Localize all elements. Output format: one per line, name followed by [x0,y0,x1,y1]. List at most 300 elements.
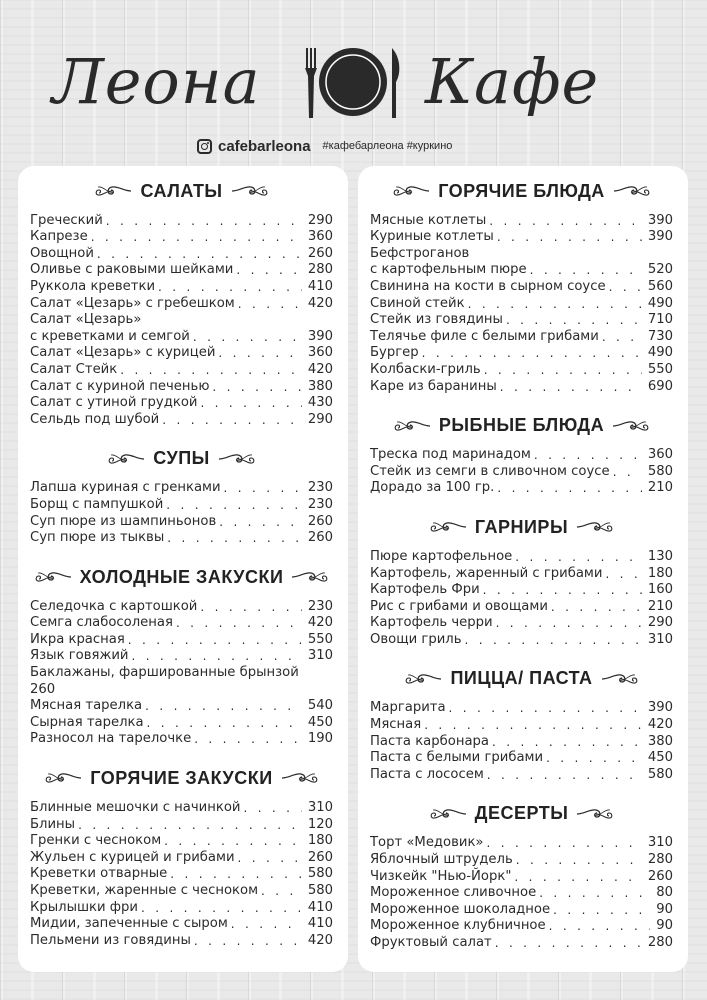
menu-item [30,312,333,329]
menu-item [30,411,333,428]
menu-item-name: Картофель черри [370,615,493,631]
menu-item [370,361,673,378]
menu-item-name: Мороженное шоколадное [370,901,551,917]
menu-item-name: Разносол на тарелочке [30,731,192,747]
section-header [30,564,333,590]
menu-item-price: 90 [656,918,673,934]
dot-leader [194,731,302,747]
menu-item [30,295,333,312]
menu-item-name: Свиной стейк [370,295,465,311]
menu-item [30,698,333,715]
menu-item-name: Телячье филе с белыми грибами [370,328,599,344]
menu-item [370,262,673,279]
dot-leader [516,852,642,868]
menu-item [370,901,673,918]
dot-leader [120,362,302,378]
menu-item-price: 520 [647,262,673,278]
menu-item-price: 290 [307,411,333,427]
menu-item [30,345,333,362]
plate-fork-knife-icon [300,44,406,120]
section-title: ХОЛОДНЫЕ ЗАКУСКИ [79,566,284,587]
dot-leader [238,296,302,312]
menu-item-price: 280 [647,935,673,950]
dot-leader [605,566,641,582]
menu-item-name: Овощи гриль [370,631,462,647]
dot-leader [128,632,302,648]
menu-item [370,565,673,582]
flourish-icon [613,183,651,199]
section-title: ГОРЯЧИЕ ЗАКУСКИ [90,767,273,788]
menu-item [370,766,673,783]
menu-item-name: Крылышки фри [30,899,138,915]
menu-item-price: 210 [647,598,673,614]
menu-item-price: 490 [647,295,673,311]
menu-item-price: 310 [307,800,333,816]
menu-item-name: Блины [30,816,76,832]
dot-leader [141,900,302,916]
dot-leader [551,599,642,615]
dot-leader [424,717,642,733]
flourish-icon [576,806,614,822]
menu-item-name: Мясная тарелка [30,698,143,714]
menu-item [370,700,673,717]
menu-item [30,631,333,648]
dot-leader [534,447,642,463]
menu-item-name: Колбаски-гриль [370,361,481,377]
dot-leader [539,885,650,901]
menu-item [30,849,333,866]
menu-list [30,480,333,546]
dot-leader [422,345,642,361]
menu-item [30,615,333,632]
menu-item [370,934,673,951]
menu-item-name: Суп пюре из шампиньонов [30,513,217,529]
menu-item-name: Сырная тарелка [30,714,144,730]
menu-item-name: Треска под маринадом [370,447,531,463]
flourish-icon [612,418,650,434]
flourish-icon [429,806,467,822]
flourish-icon [392,183,430,199]
menu-item-price: 290 [307,212,333,228]
menu-item-price: 390 [647,700,673,716]
menu-item-price: 450 [307,714,333,730]
menu-item [30,229,333,246]
menu-item-price: 550 [647,361,673,377]
section-header [370,666,673,692]
menu-item-price: 580 [307,866,333,882]
logo-text-right: Кафе [425,45,600,118]
dot-leader [546,750,642,766]
menu-item-name: Блинные мешочки с начинкой [30,800,241,816]
menu-item-name: Каре из баранины [370,378,497,394]
menu-item-price: 730 [647,328,673,344]
menu-item [370,312,673,329]
menu-item-price: 490 [647,345,673,361]
menu-item-name: Мороженное сливочное [370,885,537,901]
dot-leader [167,530,302,546]
menu-item [30,816,333,833]
menu-item-price: 310 [647,631,673,647]
menu-item-name: Маргарита [370,700,446,716]
dot-leader [176,615,302,631]
menu-item [370,631,673,648]
section-title: ДЕСЕРТЫ [474,803,569,824]
dot-leader [484,362,642,378]
menu-item-name: с картофельным пюре [370,262,527,278]
menu-item-price: 160 [647,582,673,598]
menu-item-price: 410 [307,899,333,915]
menu-item-name: Салат «Цезарь» с гребешком [30,295,235,311]
menu-item-name: Креветки отварные [30,866,168,882]
menu-item [30,378,333,395]
menu-item-name: Баклажаны, фаршированные брынзой [30,665,299,681]
menu-item [30,328,333,345]
menu-item [30,395,333,412]
menu-item [370,918,673,935]
menu-item-name: Салат Стейк [30,361,118,377]
menu-item [370,716,673,733]
menu-item [370,245,673,262]
menu-item [30,648,333,665]
dot-leader [489,213,642,229]
menu-item-name: Овощной [30,245,94,261]
menu-item-name: Семга слабосоленая [30,615,173,631]
menu-item-price: 280 [307,262,333,278]
menu-item-price: 380 [307,378,333,394]
menu-item-name: Бефстроганов [370,245,470,261]
menu-item-name: Картофель, жаренный с грибами [370,565,603,581]
flourish-icon [601,671,639,687]
menu-item-price: 380 [647,733,673,749]
menu-item [370,278,673,295]
hashtags: #кафебарлеона #куркино [322,140,453,152]
menu-item-name: Салат с куриной печенью [30,378,210,394]
menu-item [370,229,673,246]
menu-item-price: 260 [307,849,333,865]
menu-item [370,582,673,599]
menu-item-price: 310 [647,835,673,851]
menu-item [30,916,333,933]
menu-item-price: 580 [647,766,673,782]
menu-item-name: Салат «Цезарь» [30,312,142,328]
menu-item-price: 390 [647,229,673,245]
dot-leader [193,329,302,345]
dot-leader [449,700,642,716]
menu-item-name: Борщ с пампушкой [30,496,164,512]
dot-leader [243,800,301,816]
menu-item-name: Икра красная [30,631,125,647]
menu-item [370,750,673,767]
menu-item [370,733,673,750]
menu-item [30,496,333,513]
section-header [370,801,673,827]
menu-item [30,598,333,615]
dot-leader [530,262,642,278]
menu-list [370,212,673,395]
menu-item-price: 190 [307,731,333,747]
dot-leader [166,497,302,513]
menu-item-name: Стейк из семги в сливочном соусе [370,463,610,479]
flourish-icon [393,418,431,434]
dot-leader [609,279,642,295]
dot-leader [492,734,642,750]
menu-item-price: 420 [307,615,333,631]
menu-item-price: 420 [307,295,333,311]
menu-item-name: Куриные котлеты [370,229,494,245]
menu-item [30,882,333,899]
menu-item-name: Салат «Цезарь» с курицей [30,345,216,361]
section-header [30,765,333,791]
menu-item-price: 210 [647,480,673,496]
section-header [370,413,673,439]
menu-item-price: 80 [656,885,673,901]
logo-text-left: Леона [52,45,261,118]
social-line [197,136,452,156]
dot-leader [231,916,302,932]
dot-leader [164,833,302,849]
dot-leader [194,933,302,949]
section-header [370,178,673,204]
menu-item-price: 290 [647,615,673,631]
flourish-icon [44,770,82,786]
dot-leader [602,329,642,345]
section-salads [30,178,333,428]
dot-leader [515,549,642,565]
dot-leader [158,279,302,295]
dot-leader [261,883,302,899]
menu-item-name: Салат с утиной грудкой [30,395,198,411]
dot-leader [496,615,642,631]
menu-item [370,615,673,632]
menu-list [370,835,673,951]
menu-item-price: 580 [647,463,673,479]
instagram-icon [197,139,212,154]
menu-item-name: Креветки, жаренные с чесноком [30,883,259,898]
menu-item-price: 120 [307,816,333,832]
menu-item [30,714,333,731]
menu-item-name: Жульен с курицей и грибами [30,849,235,865]
dot-leader [514,869,641,885]
menu-item-name: Пельмени из говядины [30,932,191,948]
dot-leader [613,464,642,480]
flourish-icon [218,451,256,467]
menu-item-name: Суп пюре из тыквы [30,530,165,546]
dot-leader [495,935,642,951]
menu-item-price: 430 [307,395,333,411]
flourish-icon [404,671,442,687]
dot-leader [506,312,642,328]
menu-item-price: 450 [647,750,673,766]
section-header [30,446,333,472]
menu-item [370,447,673,464]
menu-item [370,378,673,395]
menu-item-name: Фруктовый салат [370,935,492,950]
dot-leader [200,395,301,411]
menu-item-price: 310 [307,648,333,664]
menu-item [30,833,333,850]
menu-item-name: Руккола креветки [30,278,156,294]
section-title: РЫБНЫЕ БЛЮДА [438,415,605,436]
menu-item-name: Рис с грибами и овощами [370,598,548,614]
menu-list [30,212,333,428]
flourish-icon [281,770,319,786]
menu-item [30,664,333,681]
menu-item-price: 420 [307,361,333,377]
menu-item-price: 560 [647,278,673,294]
menu-item [370,851,673,868]
dot-leader [483,582,642,598]
dot-leader [200,599,301,615]
section-hot-dishes [370,178,673,395]
menu-list [370,447,673,497]
menu-item-price: 230 [307,496,333,512]
dot-leader [224,480,302,496]
dot-leader [97,246,302,262]
menu-item [370,548,673,565]
section-header [30,178,333,204]
dot-leader [147,715,302,731]
menu-item-price: 360 [307,345,333,361]
menu-item-name: Картофель Фри [370,582,480,598]
menu-item [30,530,333,547]
menu-item-price: 690 [647,378,673,394]
menu-item [30,513,333,530]
menu-item [30,731,333,748]
menu-item-price: 230 [307,598,333,614]
dot-leader [219,514,302,530]
menu-item-name: Пюре картофельное [370,548,513,564]
section-hot-snacks [30,765,333,948]
menu-item-name: Селедочка с картошкой [30,598,198,614]
dot-leader [497,480,641,496]
menu-item-price: 260 [647,868,673,884]
menu-item-name: Яблочный штрудель [370,852,513,868]
menu-item-name: Греческий [30,212,103,228]
menu-item [30,278,333,295]
dot-leader [549,918,651,934]
section-pizza-pasta [370,666,673,783]
section-header [370,514,673,540]
menu-item-price: 360 [647,447,673,463]
menu-item-name: Гренки с чесноком [30,833,162,849]
menu-item [30,245,333,262]
menu-item [370,868,673,885]
menu-item-price: 420 [307,932,333,948]
menu-item-name: Оливье с раковыми шейками [30,262,234,278]
flourish-icon [107,451,145,467]
menu-item-name: Мидии, запеченные с сыром [30,916,228,932]
instagram-handle[interactable]: cafebarleona [218,137,311,155]
menu-item-name: Лапша куриная с гренками [30,480,221,496]
menu-item-price: 260 [307,530,333,546]
menu-item-price: 420 [647,717,673,733]
menu-item-name: Паста с лососем [370,766,484,782]
dot-leader [236,262,301,278]
menu-list [370,700,673,783]
dot-leader [91,229,302,245]
menu-item-name: Паста с белыми грибами [370,750,544,766]
menu-item [370,328,673,345]
menu-item-name: Мясная [370,717,422,733]
menu-item [370,885,673,902]
dot-leader [487,835,642,851]
dot-leader [553,902,650,918]
menu-item-price: 180 [307,833,333,849]
dot-leader [497,229,642,245]
menu-item-price: 260 [307,513,333,529]
dot-leader [106,213,302,229]
section-desserts [370,801,673,951]
section-soups [30,446,333,546]
section-fish [370,413,673,497]
dot-leader [170,866,302,882]
menu-item-price: 280 [647,852,673,868]
menu-item-price: 260 [307,245,333,261]
menu-item [370,212,673,229]
menu-list [30,799,333,948]
section-sides [370,514,673,648]
header [0,0,707,165]
menu-item [370,295,673,312]
flourish-icon [291,569,329,585]
menu-item-price: 580 [307,883,333,898]
dot-leader [78,817,302,833]
menu-item-name: Сельдь под шубой [30,411,160,427]
menu-item-name: Стейк из говядины [370,312,503,328]
flourish-icon [34,569,72,585]
menu-item-price: 230 [307,480,333,496]
menu-item-name: Свинина на кости в сырном соусе [370,278,606,294]
menu-panel-right [358,166,688,972]
menu-item-price: 410 [307,916,333,932]
menu-item [370,463,673,480]
section-title: СУПЫ [153,448,210,469]
menu-list [30,598,333,747]
menu-item-name: Мясные котлеты [370,212,487,228]
section-title: САЛАТЫ [140,180,223,201]
menu-item-price: 550 [307,631,333,647]
dot-leader [162,412,302,428]
menu-item-price: 390 [307,328,333,344]
menu-item-price: 390 [647,212,673,228]
menu-item [30,681,333,698]
menu-item-price: 130 [647,548,673,564]
menu-item-price: 540 [307,698,333,714]
menu-item-name: 260 [30,681,56,697]
menu-item [30,212,333,229]
dot-leader [238,850,302,866]
dot-leader [500,379,642,395]
section-title: ГОРЯЧИЕ БЛЮДА [438,180,605,201]
menu-item [370,480,673,497]
flourish-icon [94,183,132,199]
menu-item [30,361,333,378]
dot-leader [145,698,302,714]
menu-item-price: 410 [307,278,333,294]
menu-item [30,480,333,497]
menu-item-name: Торт «Медовик» [370,835,484,851]
flourish-icon [231,183,269,199]
menu-item-name: Капрезе [30,229,88,245]
menu-item [30,866,333,883]
menu-item [30,262,333,279]
menu-item-name: Язык говяжий [30,648,129,664]
menu-list [370,548,673,648]
dot-leader [468,296,642,312]
menu-item [370,598,673,615]
menu-panel-left [18,166,348,972]
dot-leader [487,767,642,783]
